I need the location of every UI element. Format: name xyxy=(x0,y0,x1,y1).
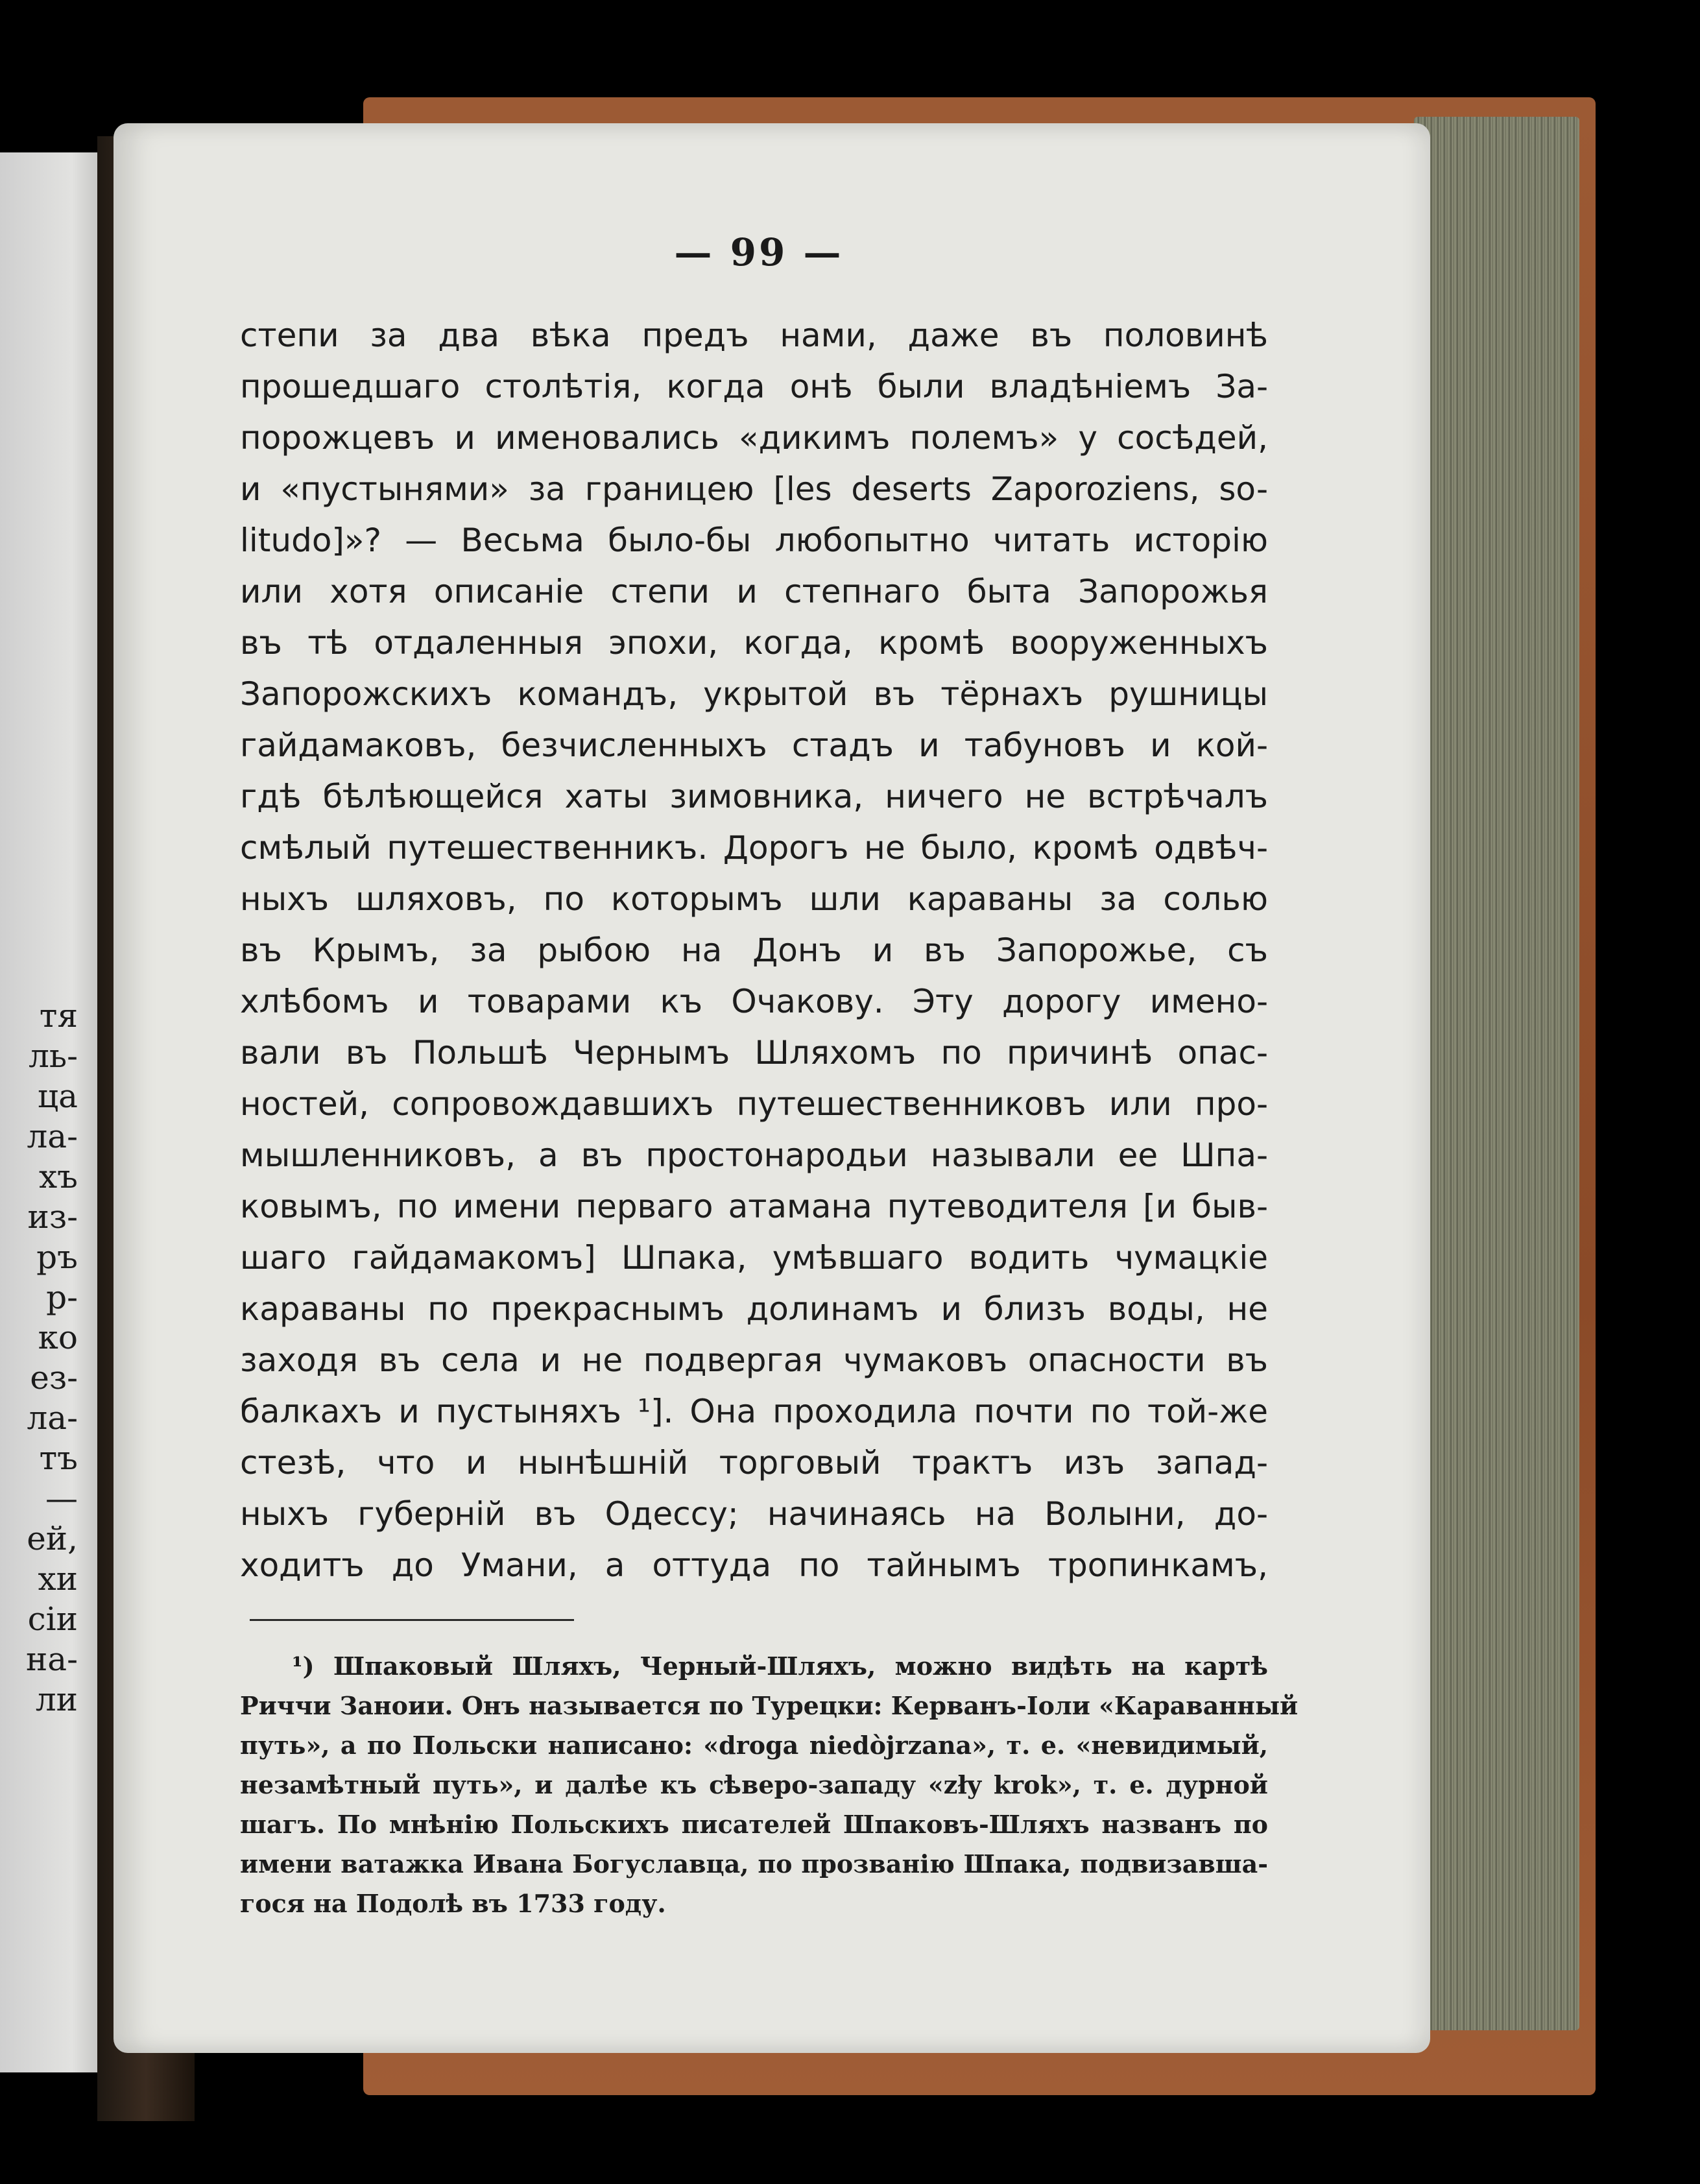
footnote-line: Риччи Заноии. Онъ называется по Турецки: Керванъ-Іоли «Караванный xyxy=(240,1691,1299,1720)
left-page-fragment: ез- xyxy=(30,1359,78,1397)
body-line: ныхъ шляховъ, по которымъ шли караваны за солью xyxy=(240,880,1268,918)
body-line: и «пустынями» за границею [les deserts Zaporoziens, so- xyxy=(240,470,1268,508)
body-line: смѣлый путешественникъ. Дорогъ не было, кромѣ одвѣч- xyxy=(240,829,1268,867)
left-page-fragment: ръ xyxy=(36,1238,78,1276)
body-line: шаго гайдамакомъ] Шпака, умѣвшаго водить чумацкiе xyxy=(240,1239,1268,1277)
left-page-fragment: ль- xyxy=(29,1037,78,1075)
body-line: ковымъ, по имени перваго атамана путеводителя [и быв- xyxy=(240,1188,1268,1225)
footnote-line: имени ватажка Ивана Богуславца, по прозванiю Шпака, подвизавша- xyxy=(240,1849,1268,1878)
body-line: въ Крымъ, за рыбою на Донъ и въ Запорожье, съ xyxy=(240,931,1268,969)
footnote-rule xyxy=(250,1619,574,1621)
footnote-line: шагъ. По мнѣнiю Польскихъ писателей Шпаковъ-Шляхъ названъ по xyxy=(240,1810,1268,1839)
footnote-line: ¹) Шпаковый Шляхъ, Черный-Шляхъ, можно видѣть на картѣ xyxy=(292,1651,1268,1681)
body-line: стезѣ, что и нынѣшнiй торговый трактъ изъ запад- xyxy=(240,1444,1268,1482)
page-edges xyxy=(1414,117,1579,2030)
left-page-fragment: тъ xyxy=(39,1439,78,1477)
body-line: караваны по прекраснымъ долинамъ и близъ воды, не xyxy=(240,1290,1268,1328)
footnotes xyxy=(240,1646,1299,1923)
left-page-fragment: хъ xyxy=(38,1158,78,1195)
left-page-fragment: р- xyxy=(46,1278,78,1316)
body-text xyxy=(240,310,1268,1591)
body-line: или хотя описанiе степи и степнаго быта Запорожья xyxy=(240,573,1268,610)
left-page-fragment: ко xyxy=(38,1319,78,1356)
left-page-fragment: из- xyxy=(27,1198,78,1236)
body-line: прошедшаго столѣтiя, когда онѣ были владѣнiемъ За- xyxy=(240,368,1268,405)
left-page-fragment: тя xyxy=(39,997,78,1035)
footnote-line: гося на Подолѣ въ 1733 году. xyxy=(240,1889,666,1918)
body-line: ностей, сопровождавшихъ путешественниковъ или про- xyxy=(240,1085,1268,1123)
footnote-line: незамѣтный путь», и далѣе къ сѣверо-западу «zły krok», т. е. дурной xyxy=(240,1770,1268,1799)
left-page-fragment: — xyxy=(45,1480,78,1517)
body-line: порожцевъ и именовались «дикимъ полемъ» у сосѣдей, xyxy=(240,419,1268,457)
left-page-fragment: ли xyxy=(35,1681,78,1718)
body-line: заходя въ села и не подвергая чумаковъ опасности въ xyxy=(240,1341,1268,1379)
left-page-fragment: хи xyxy=(38,1560,78,1598)
body-line: ныхъ губернiй въ Одессу; начинаясь на Волыни, до- xyxy=(240,1495,1268,1533)
footnote-line: путь», а по Польски написано: «droga niedòjrzana», т. е. «невидимый, xyxy=(240,1731,1268,1760)
body-line: вали въ Польшѣ Чернымъ Шляхомъ по причинѣ опас- xyxy=(240,1034,1268,1072)
body-line: мышленниковъ, а въ простонародьи называли ее Шпа- xyxy=(240,1136,1268,1174)
body-line: гайдамаковъ, безчисленныхъ стадъ и табуновъ и кой- xyxy=(240,726,1268,764)
left-page-fragment: ла- xyxy=(27,1118,78,1155)
body-line: въ тѣ отдаленныя эпохи, когда, кромѣ вооруженныхъ xyxy=(240,624,1268,662)
left-page-fragment: на- xyxy=(25,1640,78,1678)
left-page-fragment: ца xyxy=(38,1077,78,1115)
body-line: гдѣ бѣлѣющейся хаты зимовника, ничего не встрѣчалъ xyxy=(240,778,1268,815)
body-line: ходитъ до Умани, а оттуда по тайнымъ тропинкамъ, xyxy=(240,1546,1268,1584)
body-line: балкахъ и пустыняхъ ¹]. Она проходила почти по той-же xyxy=(240,1393,1268,1430)
body-line: хлѣбомъ и товарами къ Очакову. Эту дорогу имено- xyxy=(240,983,1268,1020)
body-line: litudo]»? — Весьма было-бы любопытно читать исторiю xyxy=(240,522,1268,559)
left-page-text-fragments xyxy=(0,996,78,1720)
left-page-fragment: ла- xyxy=(27,1399,78,1437)
page-number: — 99 — xyxy=(674,230,844,274)
left-page-fragment: сiи xyxy=(27,1600,78,1638)
body-line: степи за два вѣка предъ нами, даже въ половинѣ xyxy=(240,317,1268,354)
body-line: Запорожскихъ командъ, укрытой въ тёрнахъ рушницы xyxy=(240,675,1268,713)
left-page-fragment: ей, xyxy=(27,1520,78,1557)
